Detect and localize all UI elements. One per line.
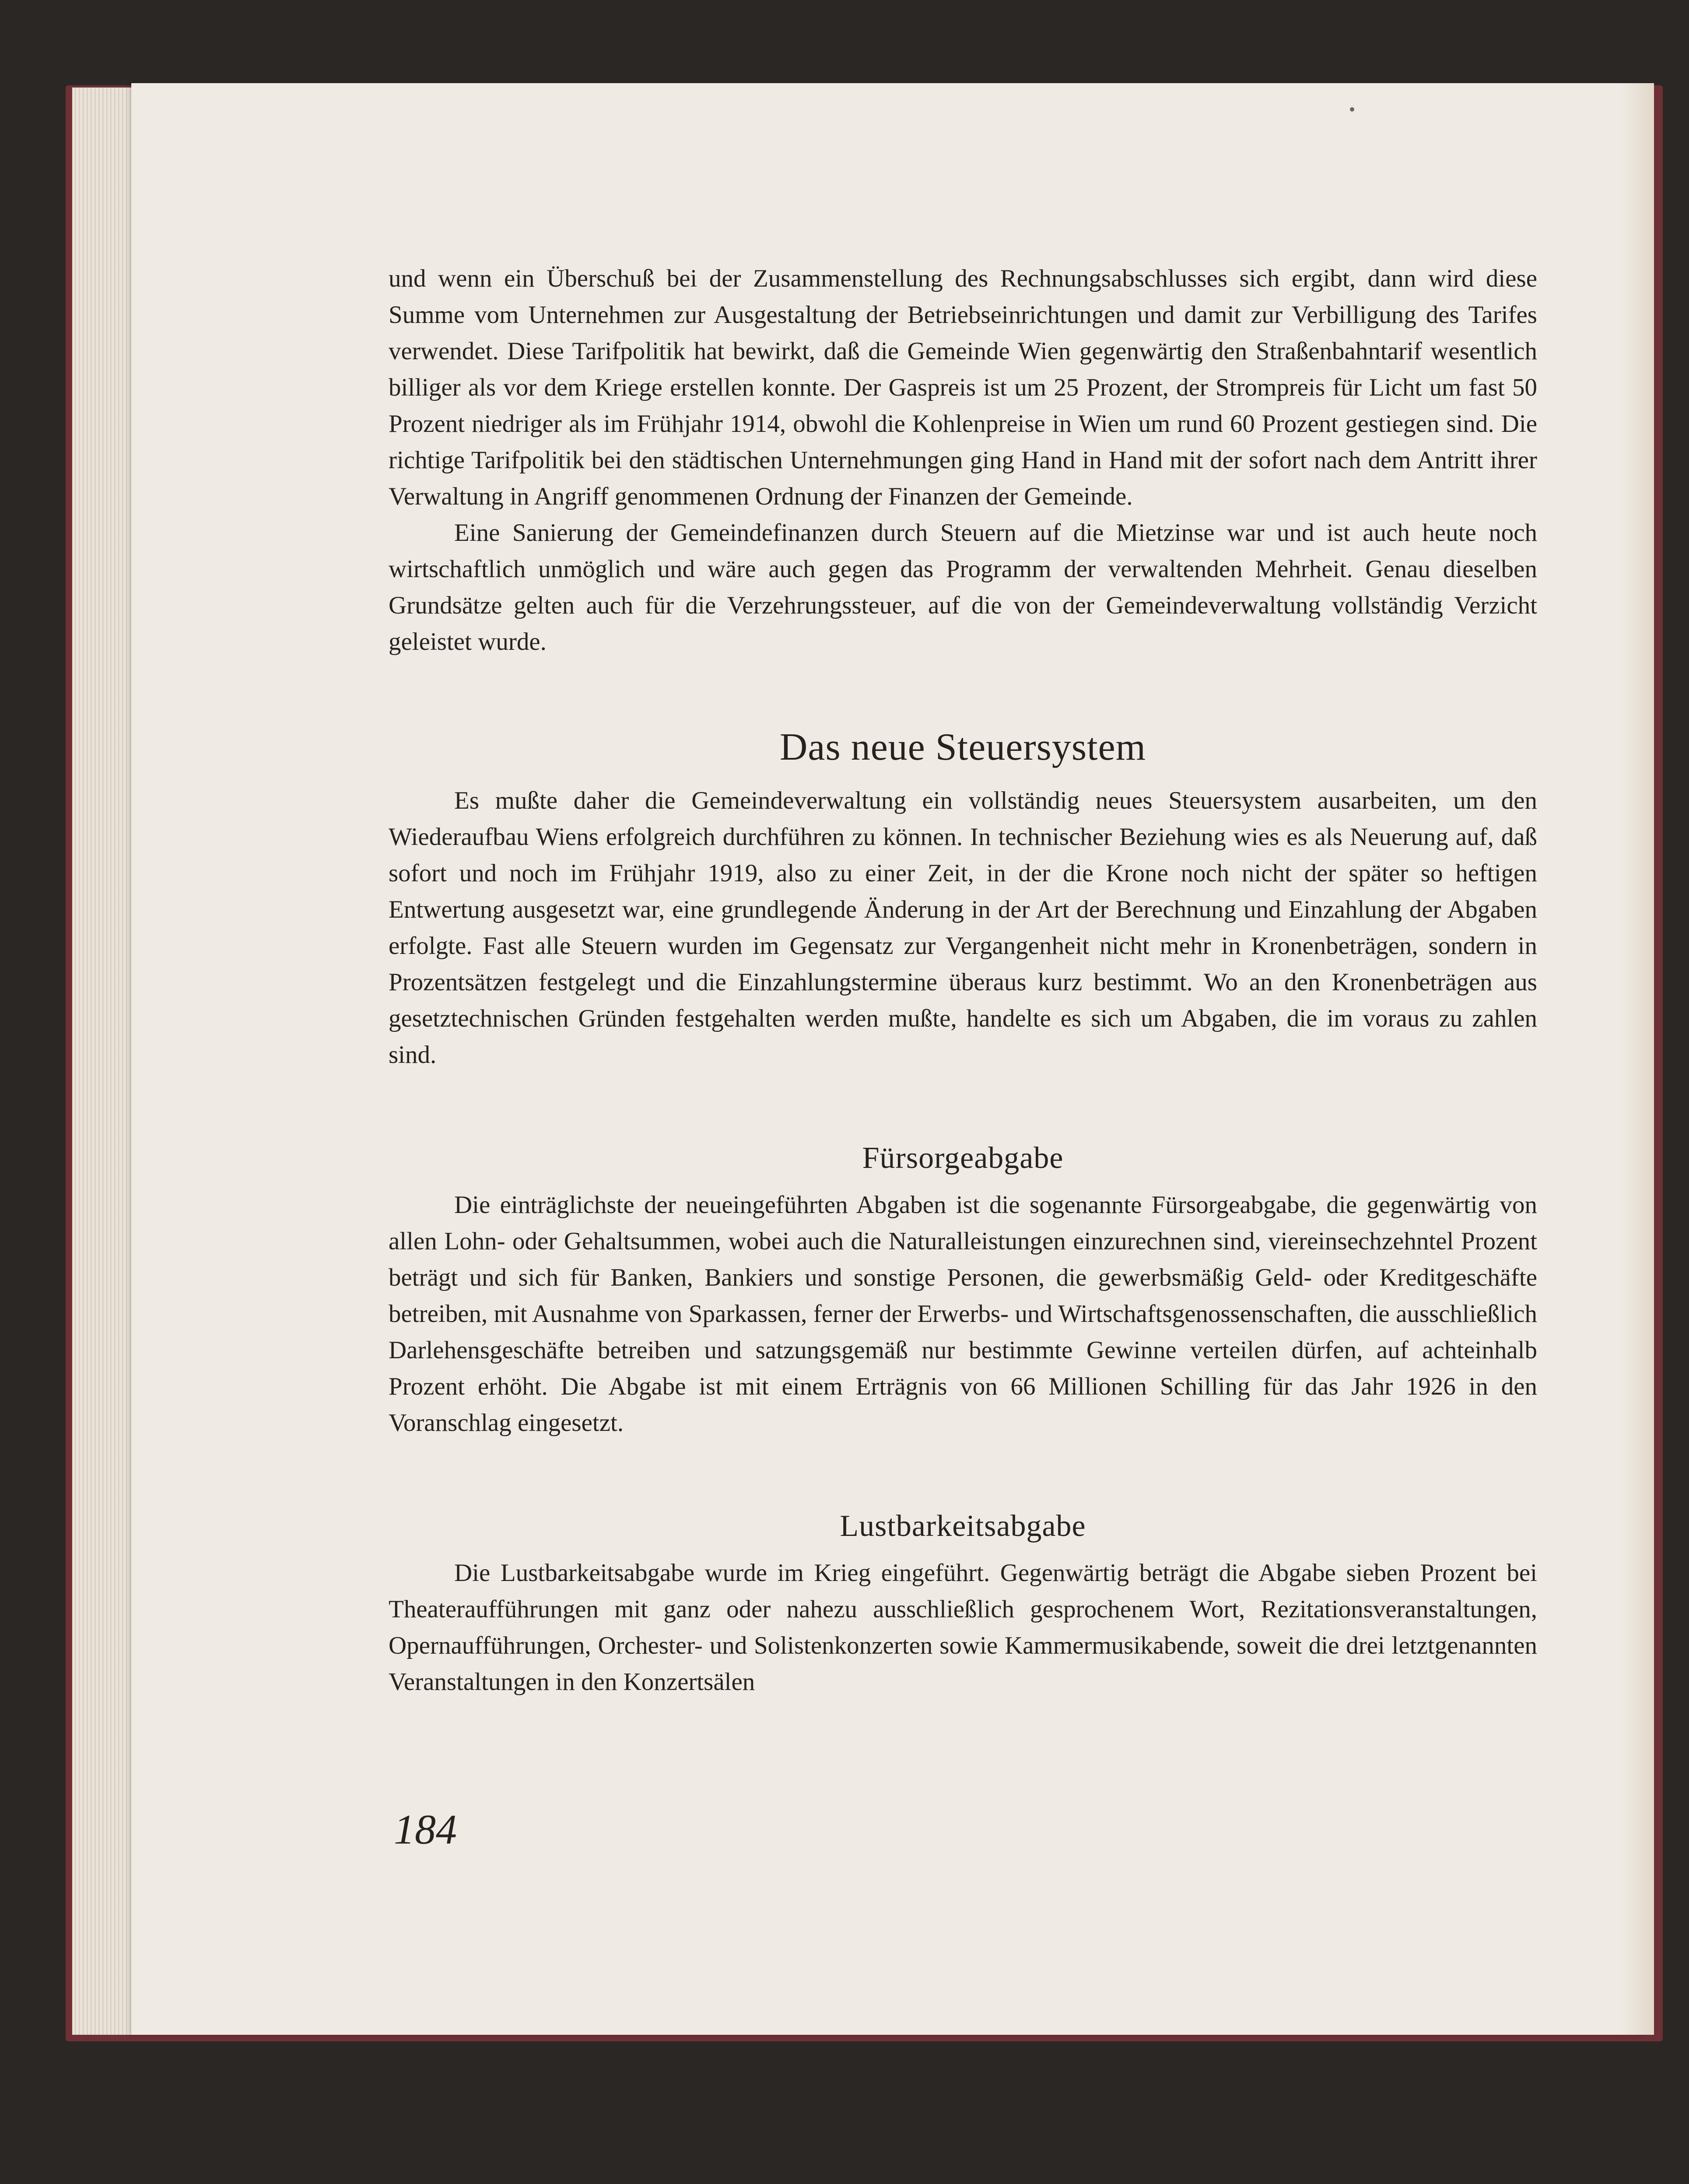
page-gutter-shadow: [1619, 83, 1654, 2035]
heading-fuersorgeabgabe: Fürsorgeabgabe: [862, 1141, 1064, 1175]
page-number: 184: [394, 1806, 457, 1853]
paragraph-fuersorgeabgabe: Die einträglichste der neueingeführten Abgaben ist die sogenannte Fürsorgeabgabe, die gegenwärtig von allen Lohn- oder Gehaltsummen, wobei auch die Naturalleistungen einzurechnen sind, viereinsechzehntel Prozent beträgt und sich für Banken, Bankiers und sonstige Personen, die gewerbsmäßig Geld- oder Kreditgeschäfte betreiben, mit Ausnahme von Sparkassen, ferner der Erwerbs- und Wirtschaftsgenossenschaften, die ausschließlich Darlehensgeschäfte betreiben und satzungsgemäß nur bestimmte Gewinne verteilen dürfen, auf achteinhalb Prozent erhöht. Die Abgabe ist mit einem Erträgnis von 66 Millionen Schilling für das Jahr 1926 in den Voranschlag eingesetzt.: [389, 1191, 1537, 1437]
paragraph-intro-1: und wenn ein Überschuß bei der Zusammenstellung des Rechnungsabschlusses sich ergibt, dann wird diese Summe vom Unternehmen zur Ausgestaltung der Betriebseinrichtungen und damit zur Verbilligung des Tarifes verwendet. Diese Tarifpolitik hat bewirkt, daß die Gemeinde Wien gegenwärtig den Straßenbahntarif wesentlich billiger als vor dem Kriege erstellen konnte. Der Gaspreis ist um 25 Prozent, der Strompreis für Licht um fast 50 Prozent niedriger als im Frühjahr 1914, obwohl die Kohlenpreise in Wien um rund 60 Prozent gestiegen sind. Die richtige Tarifpolitik bei den städtischen Unternehmungen ging Hand in Hand mit der sofort nach dem Antritt ihrer Verwaltung in Angriff genommenen Ordnung der Finanzen der Gemeinde.: [389, 265, 1537, 510]
heading-steuersystem: Das neue Steuersystem: [779, 726, 1146, 768]
paragraph-steuersystem: Es mußte daher die Gemeindeverwaltung ein vollständig neues Steuersystem ausarbeiten, um den Wiederaufbau Wiens erfolgreich durchführen zu können. In technischer Beziehung wies es als Neuerung auf, daß sofort und noch im Frühjahr 1919, also zu einer Zeit, in der die Krone noch nicht der später so heftigen Entwertung ausgesetzt war, eine grundlegende Änderung in der Art der Berechnung und Einzahlung der Abgaben erfolgte. Fast alle Steuern wurden im Gegensatz zur Vergangenheit nicht mehr in Kronenbeträgen, sondern in Prozentsätzen festgelegt und die Einzahlungstermine überaus kurz bestimmt. Wo an den Kronenbeträgen aus gesetztechnischen Gründen festgehalten werden mußte, handelte es sich um Abgaben, die im voraus zu zahlen sind.: [389, 787, 1537, 1069]
page-text: [389, 260, 1537, 1700]
page-speck: [1350, 107, 1354, 112]
heading-lustbarkeitsabgabe: Lustbarkeitsabgabe: [840, 1509, 1086, 1543]
paragraph-lustbarkeitsabgabe: Die Lustbarkeitsabgabe wurde im Krieg eingeführt. Gegenwärtig beträgt die Abgabe sieben Prozent bei Theateraufführungen mit ganz oder nahezu ausschließlich gesprochenem Wort, Rezitationsveranstaltungen, Opernaufführungen, Orchester- und Solistenkonzerten sowie Kammermusikabende, soweit die drei letztgenannten Veranstaltungen in den Konzertsälen: [389, 1559, 1537, 1696]
paragraph-intro-2: Eine Sanierung der Gemeindefinanzen durch Steuern auf die Mietzinse war und ist auch heute noch wirtschaftlich unmöglich und wäre auch gegen das Programm der verwaltenden Mehrheit. Genau dieselben Grundsätze gelten auch für die Verzehrungssteuer, auf die von der Gemeindeverwaltung vollständig Verzicht geleistet wurde.: [389, 519, 1537, 656]
